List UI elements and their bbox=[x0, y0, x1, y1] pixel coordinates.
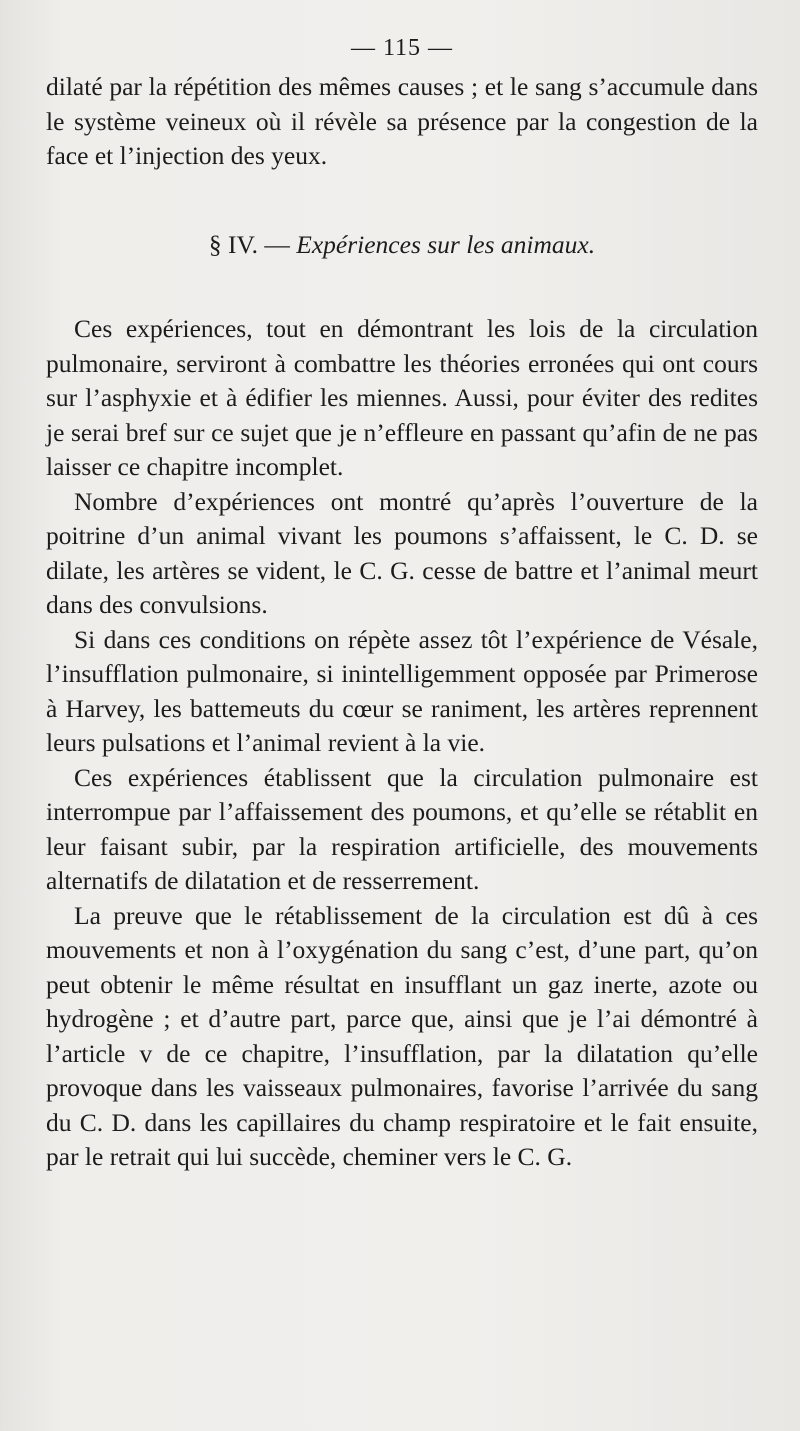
page-content bbox=[46, 30, 758, 1175]
paragraph-continued: dilaté par la répétition des mêmes causes ; et le sang s’accumule dans le système veineux où il révèle sa présence par la congestion de la face et l’injection des yeux. bbox=[46, 72, 758, 170]
section-title: Expériences sur les animaux. bbox=[296, 229, 596, 259]
paragraph: Ces expériences, tout en démontrant les lois de la circulation pulmonaire, serviront à combattre les théories erronées qui ont cours sur l’asphyxie et à édifier les miennes. Aussi, pour éviter des redites je serai bref sur ce sujet que je n’effleure en passant qu’afin de ne pas laisser ce chapitre incomplet. bbox=[46, 314, 758, 481]
section-number: § IV. — bbox=[208, 229, 290, 259]
section-heading bbox=[46, 228, 758, 263]
paragraph: La preuve que le rétablissement de la circulation est dû à ces mouvements et non à l’oxygénation du sang c’est, d’une part, qu’on peut obtenir le même résultat en insufflant un gaz inerte, azote ou hydrogène ; et d’autre part, parce que, ainsi que je l’ai démontré à l’article v de ce chapitre, l’insufflation, par la dilatation qu’elle provoque dans les vaisseaux pulmonaires, favorise l’arrivée du sang du C. D. dans les capillaires du champ respiratoire et le fait ensuite, par le retrait qui lui succède, cheminer vers le C. G. bbox=[46, 900, 758, 1171]
paragraph: Nombre d’expériences ont montré qu’après l’ouverture de la poitrine d’un animal vivant les poumons s’affaissent, le C. D. se dilate, les artères se vident, le C. G. cesse de battre et l’animal meurt dans des convulsions. bbox=[46, 486, 758, 619]
page-number: — 115 — bbox=[350, 35, 454, 61]
paragraph: Ces expériences établissent que la circulation pulmonaire est interrompue par l’affaissement des poumons, et qu’elle se rétablit en leur faisant subir, par la respiration artificielle, des mouvements alternatifs de dilatation et de resserrement. bbox=[46, 762, 758, 895]
paragraph: Si dans ces conditions on répète assez tôt l’expérience de Vésale, l’insufflation pulmonaire, si inintelligemment opposée par Primerose à Harvey, les battemeuts du cœur se raniment, les artères reprennent leurs pulsations et l’animal revient à la vie. bbox=[46, 624, 758, 757]
